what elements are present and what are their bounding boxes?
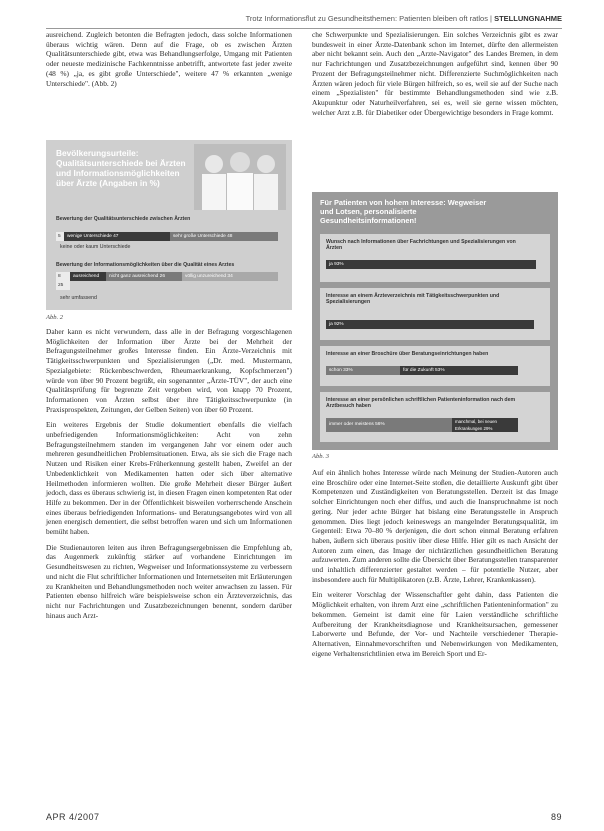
section-label: STELLUNGNAHME [494, 14, 562, 23]
row-3-label: Interesse an einer Broschüre über Beratungseinrichtungen haben [326, 351, 489, 357]
running-title: Trotz Informationsflut zu Gesundheitsthemen: Patienten bleiben oft ratlos [245, 14, 488, 23]
page-number: 89 [550, 812, 562, 822]
q1-bar-few: wenige Unterschiede 47 [64, 232, 170, 241]
q2-bar-sufficient: ausreichend [70, 272, 106, 281]
row-1-bar: ja 93% [326, 260, 536, 269]
right-column-top [312, 30, 558, 123]
paragraph: che Schwerpunkte und Spezialisierungen. Ein solches Verzeichnis gibt es zwar bundesweit in einer Ärzte-Datenbank schon im Internet, dürfte den allermeisten aber nicht bekannt sein. Auch den „Arzte-Navigator" des Landes Bremen, in dem nur Fachrichtungen und Zusatzbezeichnungen aufgeführt sind, kennen über 90 Prozent der Befragungsteilnehmer nicht. Differenzierte Suchmöglichkeiten nach Ärzten wären jedoch für viele Bürgen hilfreich, so es, weil sie auf der Suche nach einem „Spezialisten" für bestimmte Behandlungsmethoden sind wie z.B. Akupunktur oder Naturheilverfahren, sei es, weil sie gerne wissen möchten, welcher Arzt z.B. für Diabetiker oder Übergewichtige besonders in Frage kommt. [312, 30, 558, 117]
figure-title: Bevölkerungsurteile: Qualitätsunterschiede bei Ärzten und Informationsmöglichkeiten über Ärzte (Angaben in %) [56, 148, 186, 188]
figure-3-caption: Abb. 3 [312, 453, 329, 460]
row-3-bar-already: schon 33% [326, 366, 400, 375]
row-3-bar-future: für die Zukunft 53% [400, 366, 518, 375]
paragraph: Die Studienautoren leiten aus ihren Befragungsergebnissen die Empfehlung ab, das Augenmerk zukünftig stärker auf vorhandene Einrichtungen im Gesundheitswesen zu richten, Wegweiser und Informationssysteme zu verbessern und nicht die Flut schriftlicher Informationen und Internetseiten mit Erläuterungen zu Krankheiten und Behandlungsmethoden noch weiter anwachsen zu lassen. Für Patienten ebenso hilfreich wäre beispielsweise schon ein Ärzteverzeichnis, das nicht nur Fachrichtungen und Zusatzbezeichnungen benennt, sondern darüber hinaus auch Arzt- [46, 542, 292, 620]
running-header: Trotz Informationsflut zu Gesundheitsthemen: Patienten bleiben oft ratlos | STELLUNGNAHME [0, 12, 604, 26]
q2-small-bar-a: 8 [56, 272, 70, 281]
q1-bar-large: sehr große Unterschiede 48 [170, 232, 278, 241]
q2-small-bar-b: 25 [56, 281, 70, 290]
row-1-panel [320, 234, 550, 282]
paragraph: ausreichend. Zugleich betonten die Befragten jedoch, dass solche Informationen überaus wichtig wären. Denn auf die Frage, ob es zwischen Ärzten Qualitätsunterschiede gibt, etwa was Behandlungserfolge, Umgang mit Patienten oder neueste medizinische Fachkenntnisse anbetrifft, antwortete fast jeder zweite (48 %) „ja, es gibt große Unterschiede", weitere 47 % erkannten „wenige Unterschiede". (Abb. 2) [46, 30, 292, 88]
q2-bar-insufficient: völlig unzureichend 34 [182, 272, 278, 281]
q1-small-bar: 5 [56, 232, 64, 241]
row-4-panel [320, 392, 550, 442]
row-2-panel [320, 288, 550, 340]
left-column-bottom [46, 327, 292, 626]
figure-2 [46, 140, 292, 310]
paragraph: Ein weiterer Vorschlag der Wissenschaftler geht dahin, dass Patienten die Möglichkeit erhalten, von ihrem Arzt eine „schriftlichen Patienteninformation" zu bekommen. Gemeint ist damit eine für Laien verständliche schriftliche Aufbereitung der Krankheitsdiagnose und Krankheitsursachen, gemessener Laborwerte und Befunde, der Vor- und Nachteile verschiedener Therapie-Alternativen, Einnahmevorschriften und Nebenwirkungen von Medikamenten, eigene Verhaltensrichtlinien etwa im Bereich Sport und Er- [312, 590, 558, 658]
paragraph: Daher kann es nicht verwundern, dass alle in der Befragung vorgeschlagenen Möglichkeiten der Information über Ärzte bei der Mehrheit der Befragungsteilnehmer großes Interesse finden. Ein Ärzte-Verzeichnis mit Tätigkeitsschwerpunkten und Spezialisierungen („Dr. med. Mustermann, Spezialgebiete: Rückenbeschwerden, Rheumaerkrankung, Kopfschmerzen") würde von über 90 Prozent begrüßt, ein sogenannter „Ärzte-TÜV", der auch eine Qualitätsprüfung für begrenzte Zeit vergeben wird, von knapp 70 Prozent, Informationen von Ärzten selbst über ihre Tätigkeitsschwerpunkte (in Praxisprospekten, Zeitungen, der Gelben Seiten) von über 60 Prozent. [46, 327, 292, 414]
left-column-top [46, 30, 292, 94]
row-1-label: Wunsch nach Informationen über Fachrichtungen und Spezialisierungen von Ärzten [326, 239, 516, 252]
issue-label: APR 4/2007 [46, 812, 100, 822]
row-2-label: Interesse an einem Ärzteverzeichnis mit Tätigkeitsschwerpunkten und Spezialisierungen [326, 293, 500, 306]
q2-bar-not-sufficient: nicht ganz ausreichend 26 [106, 272, 182, 281]
row-4-label: Interesse an einer persönlichen schriftlichen Patienteninformation nach dem Arztbesuch haben [326, 397, 516, 410]
figure-3 [312, 192, 558, 450]
figure-title: Für Patienten von hohem Interesse: Wegweiser und Lotsen, personalisierte Gesundheitsinformationen! [320, 198, 487, 225]
right-column-bottom [312, 468, 558, 664]
doctors-photo [194, 144, 286, 210]
q1-note: keine oder kaum Unterschiede [60, 244, 131, 250]
row-4-bar-sometimes: manchmal, bei neuen Erkrankungen 29% [452, 418, 518, 432]
row-3-panel [320, 346, 550, 386]
q1-label: Bewertung der Qualitätsunterschiede zwischen Ärzten [56, 216, 191, 222]
paragraph: Auf ein ähnlich hohes Interesse würde nach Meinung der Studien-Autoren auch eine Broschüre oder eine Internet-Seite stoßen, die detaillierte Auskunft gibt über Kompetenzen und Zuständigkeiten von Beratungsstellen. Derzeit ist das Image solcher Einrichtungen noch eher diffus, und auch die Inanspruchnahme ist noch gering. Nur jeder achte Bürger hat bislang eine Beratungsstelle in Anspruch genommen. Dies liegt jedoch keineswegs an mangelnder Beratungsqualität, im Gegenteil: Etwa 70–80 % derjenigen, die dort schon einmal Beratung erfahren haben, äußern sich überaus positiv über diese Hilfe. Hier gilt es nach Ansicht der Autoren zum einen, das Image der nichtärztlichen gesundheitlichen Beratung aufzuwerten. Zum anderen sollte die Übersicht über Beratungsstellen transparenter und inhaltlich differenzierter gestaltet werden – für potentielle Nutzer, aber insbesondere auch für Multiplikatoren (z.B. Ärzte, Lehrer, Krankenkassen). [312, 468, 558, 584]
q2-note: sehr umfassend [60, 295, 97, 301]
row-4-bar-always: immer oder meistens 56% [326, 418, 452, 432]
header-rule [46, 28, 562, 29]
paragraph: Ein weiteres Ergebnis der Studie dokumentiert ebenfalls die vielfach unbefriedigenden Informationsmöglichkeiten: Acht von zehn Befragungsteilnehmern standen im vergangenen Jahr vor einem oder auch mehreren gesundheitlichen Problemsituationen. Etwa, als sie sich die Frage nach Nutzen und Risiken einer Krebs-Früherkennung gestellt haben, Zweifel an der Unbedenklichkeit von Medikamenten hatten oder sich über alternative Heilmethoden informieren wollten. Die große Mehrheit dieser Bürger äußert jedoch, dass es überaus schwierig ist, in diesen Fragen einen kompetenten Rat oder Hilfe zu bekommen. Der in der Öffentlichkeit bisweilen vorherrschende Anschein eines überaus befriedigenden Informations- und Beratungsangebotes wird von all jenen energisch dementiert, die selbst betroffen waren und sich um Informationen bemüht haben. [46, 420, 292, 537]
figure-2-caption: Abb. 2 [46, 314, 63, 321]
row-2-bar: ja 92% [326, 320, 534, 329]
q2-label: Bewertung der Informationsmöglichkeiten über die Qualität eines Arztes [56, 262, 235, 268]
